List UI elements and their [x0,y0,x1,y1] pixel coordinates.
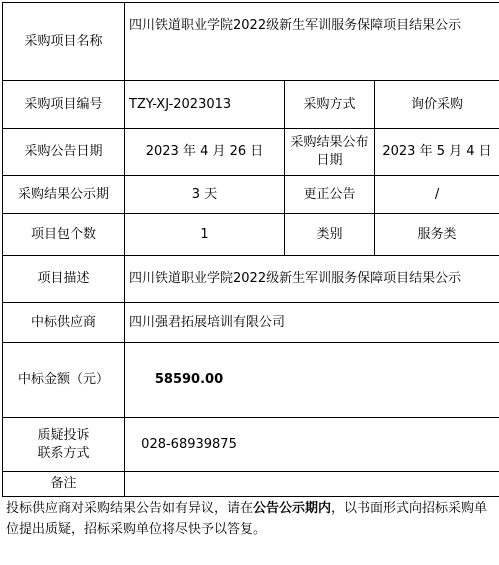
result-date-label: 采购结果公布日期 [285,129,375,176]
procurement-result-table [2,2,499,497]
remark-label: 备注 [3,472,125,497]
row-project-no [3,81,499,129]
notice-emphasis: 公告公示期内 [253,501,332,516]
contact-value: 028-68939875 [125,418,499,472]
notice-text-part2: ，以书面形式向招标采购单位提出质疑，招标采购单位将尽快予以答复。 [6,501,488,537]
objection-notice [6,498,492,540]
project-no-value: TZY-XJ-2023013 [125,81,285,129]
row-remark [3,472,499,497]
row-notice-date [3,129,499,176]
supplier-label: 中标供应商 [3,303,125,343]
result-period-value: 3 天 [125,176,285,214]
row-contact [3,418,499,472]
row-amount [3,343,499,418]
method-value: 询价采购 [375,81,499,129]
row-project-name [3,3,499,81]
project-name-value: 四川铁道职业学院2022级新生军训服务保障项目结果公示 [125,3,499,81]
contact-label-line2: 联系方式 [37,445,90,461]
category-label: 类别 [285,214,375,256]
result-period-label: 采购结果公示期 [3,176,125,214]
row-result-period [3,176,499,214]
notice-text-part1: 投标供应商对采购结果公告如有异议，请在 [6,501,254,516]
remark-value [125,472,499,497]
contact-label [3,418,125,472]
row-description [3,256,499,303]
description-value: 四川铁道职业学院2022级新生军训服务保障项目结果公示 [125,256,499,303]
project-name-label: 采购项目名称 [3,3,125,81]
amount-value: 58590.00 [125,343,499,418]
contact-label-line1: 质疑投诉 [37,427,90,443]
description-label: 项目描述 [3,256,125,303]
row-packages [3,214,499,256]
row-supplier [3,303,499,343]
method-label: 采购方式 [285,81,375,129]
supplier-value: 四川强君拓展培训有限公司 [125,303,499,343]
amount-label: 中标金额（元） [3,343,125,418]
category-value: 服务类 [375,214,499,256]
correction-value: / [375,176,499,214]
packages-value: 1 [125,214,285,256]
packages-label: 项目包个数 [3,214,125,256]
notice-date-value: 2023 年 4 月 26 日 [125,129,285,176]
correction-label: 更正公告 [285,176,375,214]
notice-date-label: 采购公告日期 [3,129,125,176]
project-no-label: 采购项目编号 [3,81,125,129]
result-date-value: 2023 年 5 月 4 日 [375,129,499,176]
